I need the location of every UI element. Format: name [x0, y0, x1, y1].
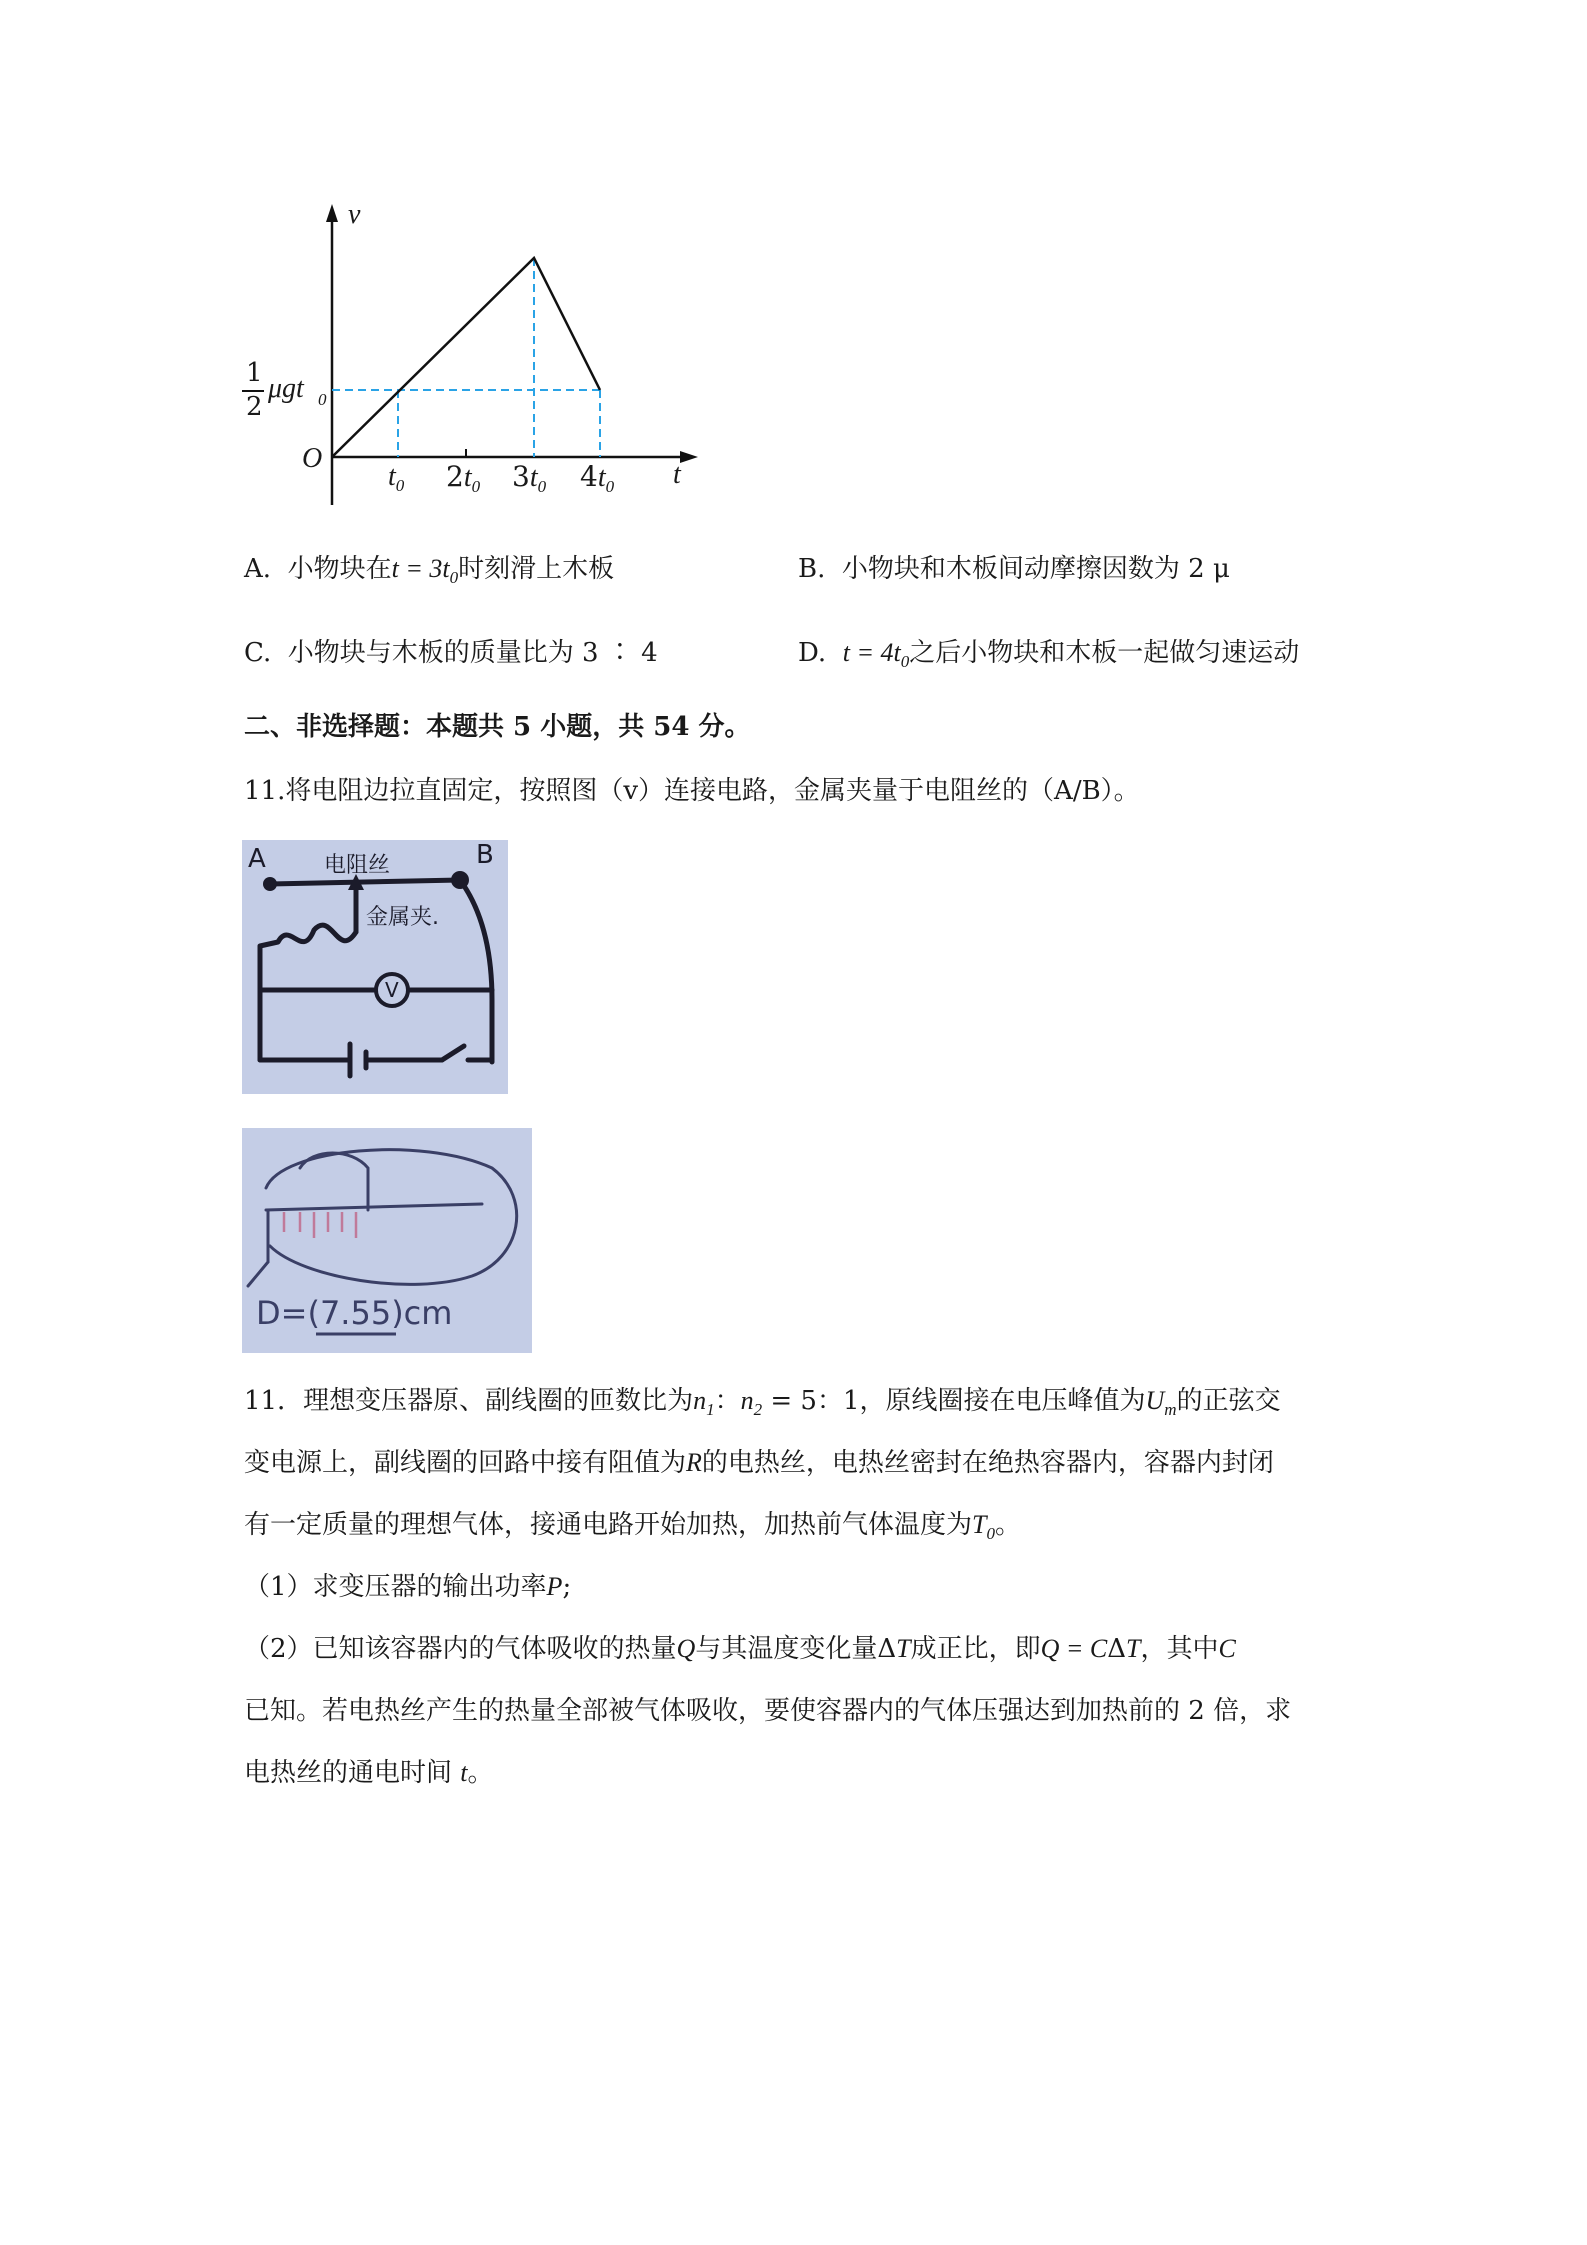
- tick-label-4t0: $4t_0$: [580, 460, 615, 496]
- section-heading: 二、非选择题：本题共 5 小题，共 54 分。: [244, 712, 751, 742]
- q11b-part-2-line-3: 电热丝的通电时间 t。: [244, 1758, 494, 1788]
- sketch-label-a: A: [248, 844, 266, 874]
- option-c: C. 小物块与木板的质量比为 3 ∶ 4: [244, 638, 658, 668]
- voltmeter-label: V: [385, 978, 399, 1002]
- sketch-label-b: B: [476, 840, 494, 870]
- sketch-label-clip: 金属夹.: [366, 905, 439, 930]
- q11b-part-2-line-2: 已知。若电热丝产生的热量全部被气体吸收，要使容器内的气体压强达到加热前的 2 倍，求: [244, 1696, 1292, 1726]
- t-axis-label: t: [673, 459, 681, 490]
- tick-label-2t0: $2t_0$: [446, 460, 481, 496]
- option-b: B. 小物块和木板间动摩擦因数为 2 μ: [798, 554, 1230, 584]
- option-d: D. $t = 4t_0$之后小物块和木板一起做匀速运动: [798, 638, 1300, 671]
- q11b-line-2: 变电源上，副线圈的回路中接有阻值为R的电热丝，电热丝密封在绝热容器内，容器内封闭: [244, 1448, 1274, 1478]
- q11b-line-3: 有一定质量的理想气体，接通电路开始加热，加热前气体温度为$T_0$。: [244, 1510, 1021, 1543]
- y-value-label: 1 2 μgt 0: [242, 358, 332, 428]
- option-a: A. 小物块在$t = 3t_0$时刻滑上木板: [244, 554, 615, 587]
- measurement-sketch-photo: [242, 1128, 532, 1353]
- origin-label: O: [302, 443, 323, 474]
- sketch-label-wire: 电阻丝: [324, 853, 391, 878]
- tick-label-3t0: $3t_0$: [512, 460, 547, 496]
- tick-label-t0: $t_0$: [388, 461, 405, 495]
- q11b-line-1: 11．理想变压器原、副线圈的匝数比为$n_1$：$n_2 = 5$：1，原线圈接在电压峰值为$U_m$的正弦交: [244, 1386, 1281, 1419]
- measurement-value: D=(7.55)cm: [256, 1294, 453, 1332]
- circuit-sketch-photo: [242, 840, 508, 1094]
- q11b-part-2-line-1: （2）已知该容器内的气体吸收的热量Q与其温度变化量ΔT成正比，即Q = CΔT，其中C: [244, 1634, 1236, 1664]
- vt-graph: [230, 200, 710, 520]
- v-axis-label: v: [348, 199, 361, 230]
- question-11-circuit: 11.将电阻边拉直固定，按照图（v）连接电路，金属夹量于电阻丝的（A/B）。: [244, 776, 1140, 806]
- q11b-part-1: （1）求变压器的输出功率P;: [244, 1572, 572, 1602]
